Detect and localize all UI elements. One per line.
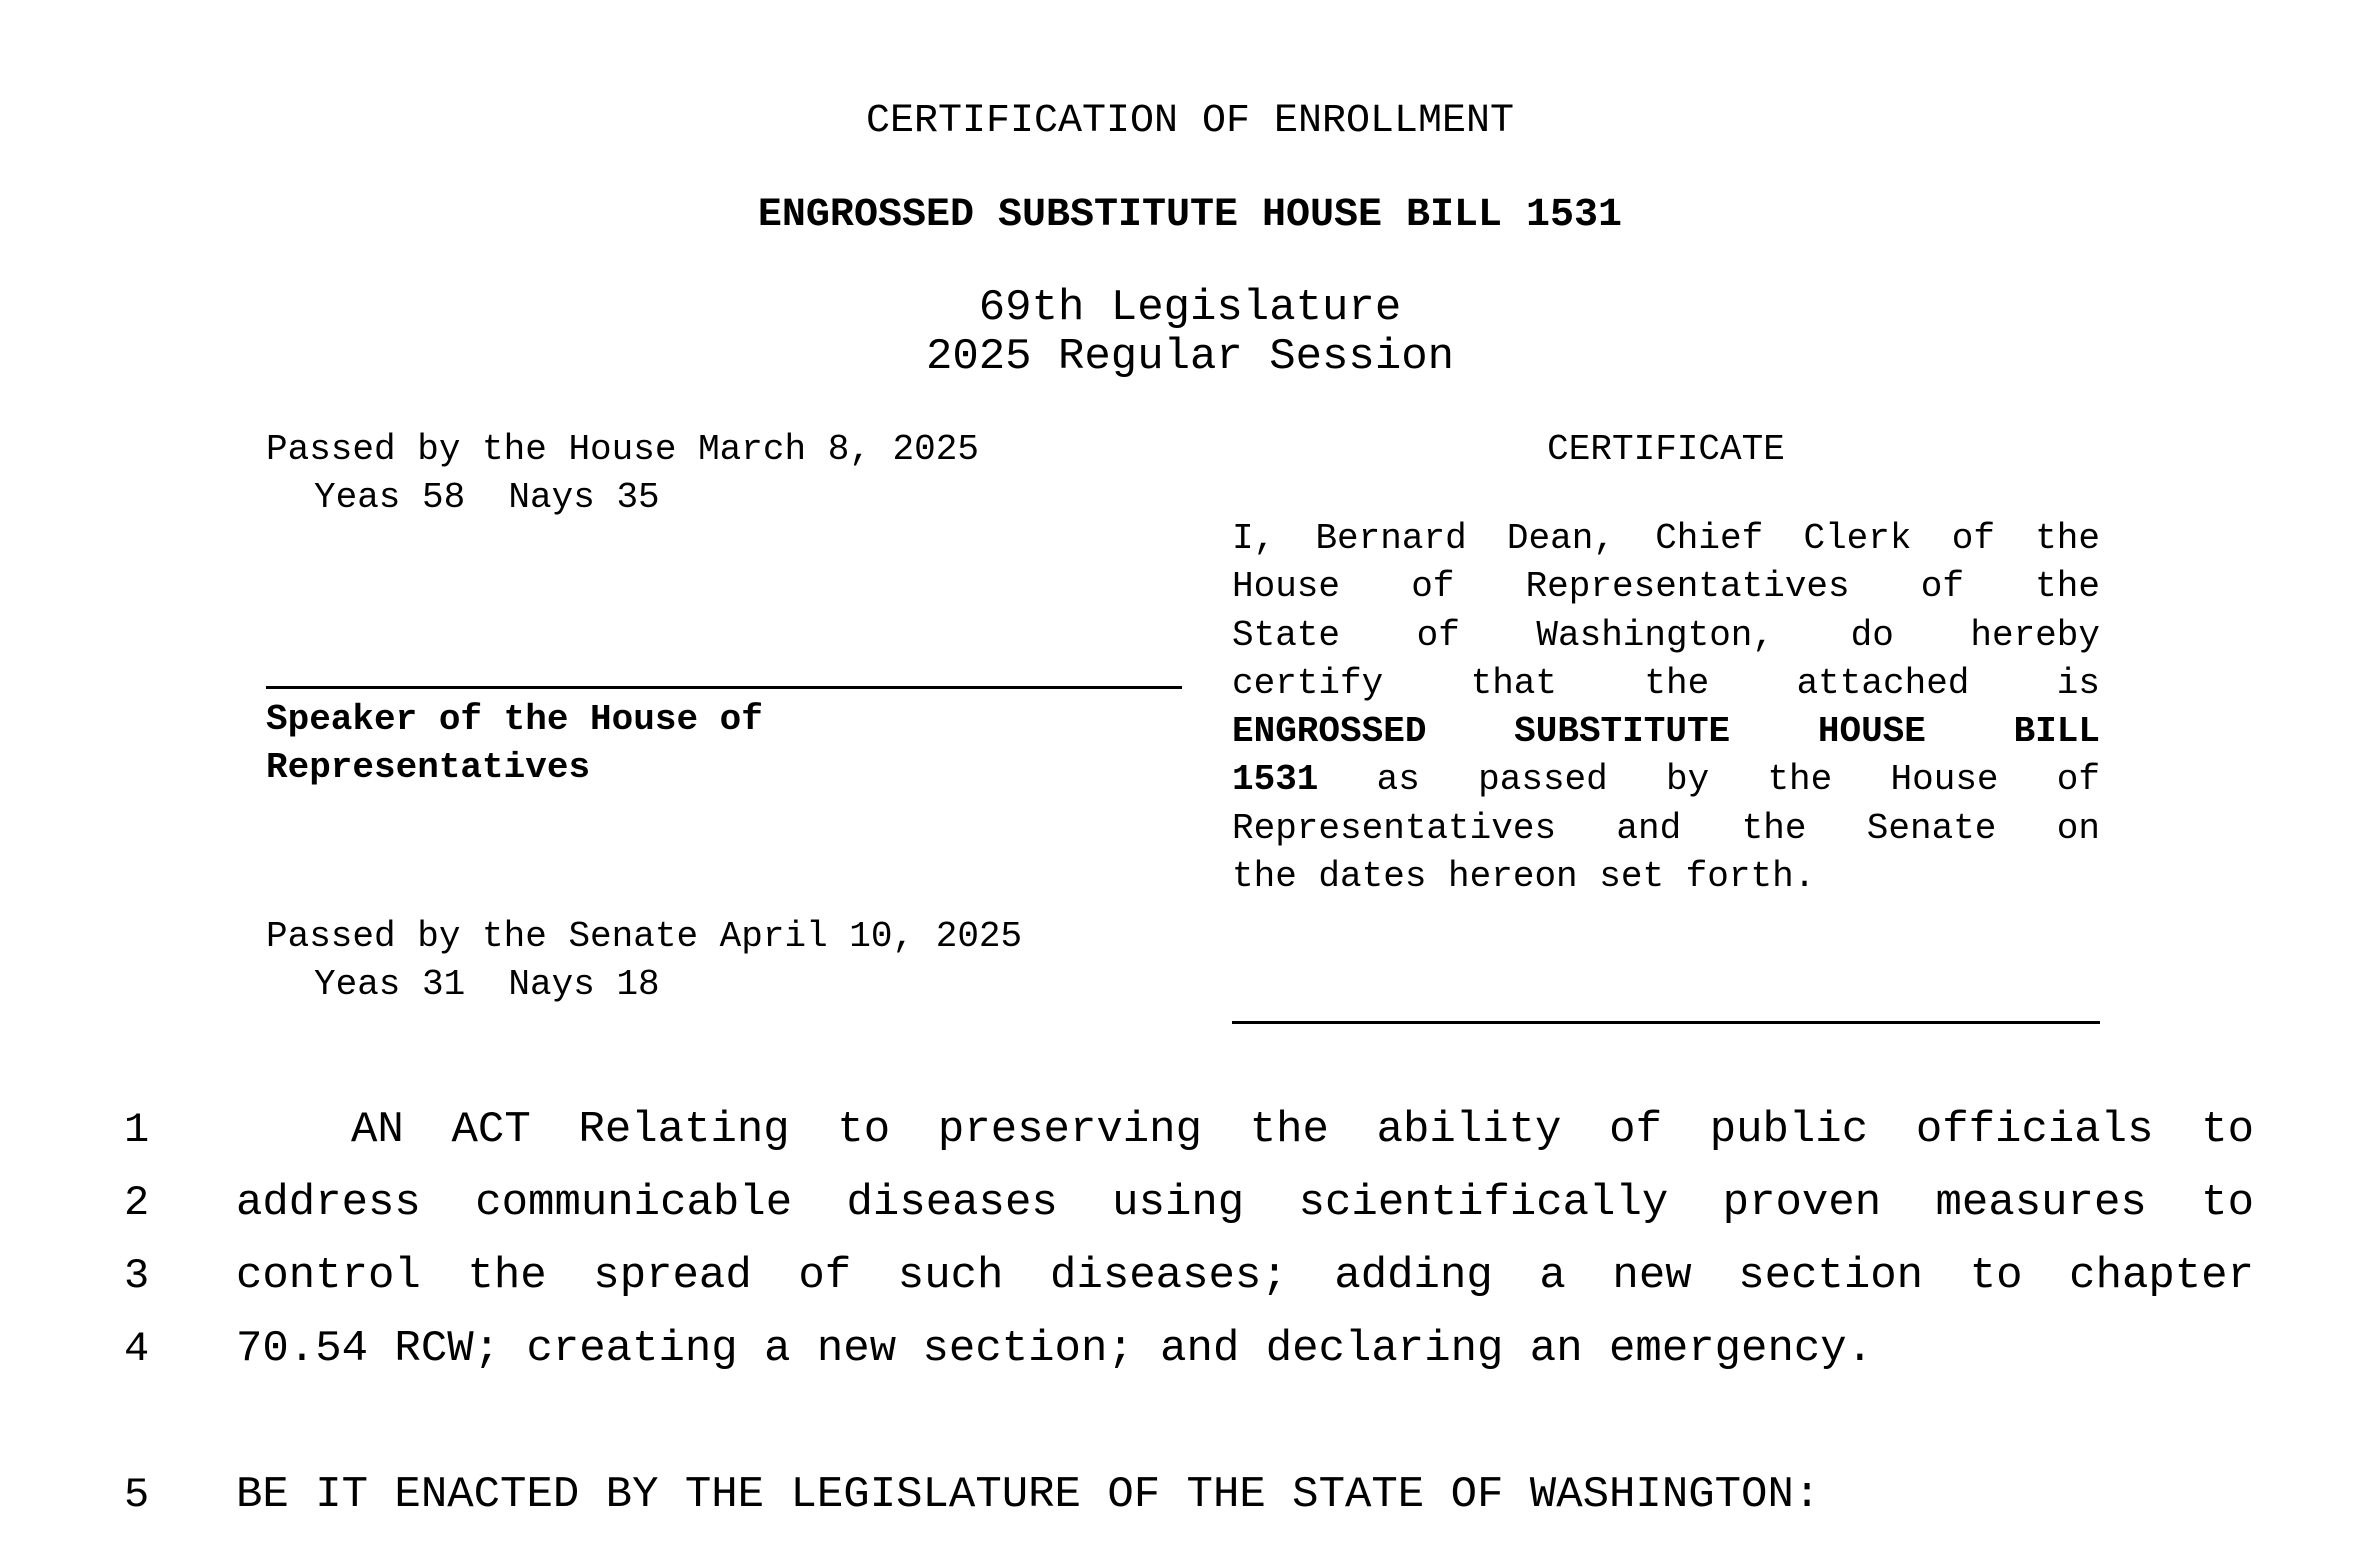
line-number: 2 [124, 1179, 150, 1227]
certificate-line: State of Washington, do hereby [1232, 614, 2100, 656]
line-number: 3 [124, 1252, 150, 1300]
house-votes: Yeas 58 Nays 35 [314, 477, 660, 518]
legislature: 69th Legislature [978, 283, 1402, 333]
session: 2025 Regular Session [925, 332, 1455, 382]
line-number: 4 [124, 1325, 150, 1373]
line-number: 1 [124, 1106, 150, 1154]
certificate-heading: CERTIFICATE [1547, 429, 1785, 470]
certificate-line: the dates hereon set forth. [1232, 856, 1816, 898]
certificate-bill-number: 1531 [1232, 759, 1319, 801]
certificate-bill-name: ENGROSSED SUBSTITUTE HOUSE BILL [1232, 711, 2100, 753]
bill-title: ENGROSSED SUBSTITUTE HOUSE BILL 1531 [757, 193, 1623, 238]
senate-votes: Yeas 31 Nays 18 [314, 964, 660, 1005]
certificate-line: certify that the attached is [1232, 662, 2100, 704]
certification-title: CERTIFICATION OF ENROLLMENT [865, 99, 1515, 144]
certificate-line [1232, 708, 2100, 756]
act-line-4: 70.54 RCW; creating a new section; and declaring an emergency. [236, 1324, 1874, 1374]
certificate-line: Representatives and the Senate on [1232, 807, 2100, 849]
speaker-title: Speaker of the House of Representatives [266, 699, 763, 788]
certificate-after-bill: as passed by the House of [1376, 759, 2100, 801]
line-number: 5 [124, 1471, 150, 1519]
certificate-line: House of Representatives of the [1232, 566, 2100, 608]
house-passed-date: Passed by the House March 8, 2025 [266, 429, 979, 470]
senate-passed-date: Passed by the Senate April 10, 2025 [266, 916, 1023, 957]
act-line-2: address communicable diseases using scientifically proven measures to [236, 1178, 2254, 1228]
speaker-signature-line [266, 686, 1182, 689]
act-line-3: control the spread of such diseases; adding a new section to chapter [236, 1251, 2254, 1301]
act-line-1: AN ACT Relating to preserving the ability of public officials to [351, 1105, 2254, 1155]
certificate-line [1232, 756, 2100, 804]
clerk-signature-line [1232, 1021, 2100, 1024]
certificate-line: I, Bernard Dean, Chief Clerk of the [1232, 518, 2100, 559]
enacting-clause: BE IT ENACTED BY THE LEGISLATURE OF THE STATE OF WASHINGTON: [236, 1470, 1821, 1520]
certificate-body [1232, 515, 2100, 901]
